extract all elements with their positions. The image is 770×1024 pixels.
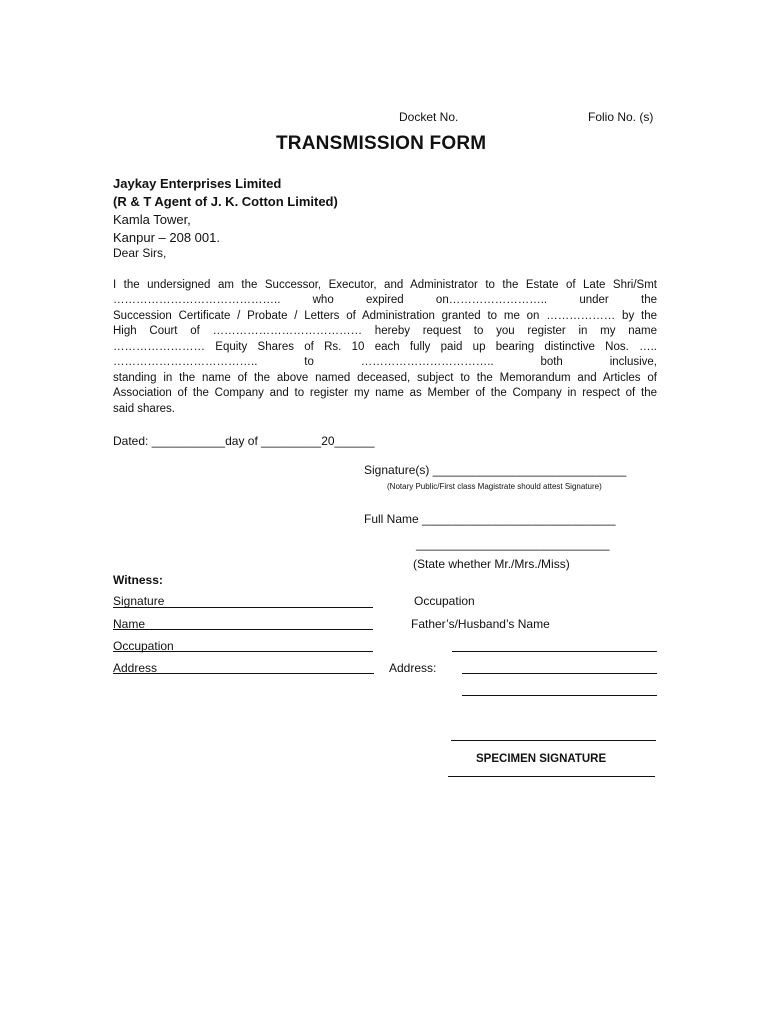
witness-signature-field[interactable] — [113, 607, 373, 608]
witness-name-field[interactable] — [113, 629, 373, 630]
body-line: High Court of ………………………………… hereby request to you register in my name — [113, 325, 657, 337]
witness-heading: Witness: — [113, 573, 163, 587]
full-name-field[interactable]: Full Name _____________________________ — [364, 512, 616, 526]
folio-no-label: Folio No. (s) — [588, 110, 654, 124]
signature-field[interactable]: Signature(s) _____________________________ — [364, 463, 627, 477]
body-line: …………………………………….. who expired on…………………….. under the — [113, 294, 657, 306]
specimen-signature-field[interactable] — [451, 740, 656, 741]
specimen-signature-label: SPECIMEN SIGNATURE — [476, 753, 607, 765]
father-husband-name-label: Father’s/Husband’s Name — [411, 617, 550, 631]
witness-occupation-label: Occupation — [113, 639, 174, 653]
witness-name-label: Name — [113, 617, 146, 631]
body-line: said shares. — [113, 403, 176, 415]
body-line: ……………………………….. to …………………………….. both inclusive, — [113, 356, 657, 368]
docket-no-label: Docket No. — [399, 110, 459, 124]
witness-address-label: Address — [113, 661, 158, 675]
address-field-line-2[interactable] — [462, 695, 657, 696]
body-line: Association of the Company and to register my name as Member of the Company in respect of the — [113, 387, 657, 399]
notary-note: (Notary Public/First class Magistrate should attest Signature) — [387, 482, 602, 491]
witness-signature-label: Signature — [113, 594, 165, 608]
full-name-continuation-field[interactable]: _____________________________ — [416, 537, 610, 551]
page-title: TRANSMISSION FORM — [276, 133, 487, 154]
body-line: I the undersigned am the Successor, Executor, and Administrator to the Estate of Late Shri/Smt — [113, 279, 657, 291]
address-building: Kamla Tower, — [113, 212, 191, 227]
body-line: …………………… Equity Shares of Rs. 10 each fully paid up bearing distinctive Nos. ….. — [113, 341, 657, 353]
body-line: standing in the name of the above named deceased, subject to the Memorandum and Articles of — [113, 372, 657, 384]
witness-occupation-field[interactable] — [113, 651, 373, 652]
witness-address-field[interactable] — [113, 673, 374, 674]
address-city: Kanpur – 208 001. — [113, 230, 220, 245]
body-line: Succession Certificate / Probate / Letters of Administration granted to me on ……………… by the — [113, 310, 657, 322]
father-husband-name-field[interactable] — [452, 651, 657, 652]
address-label: Address: — [389, 661, 437, 675]
specimen-signature-underline — [448, 776, 655, 777]
company-name: Jaykay Enterprises Limited — [113, 176, 282, 191]
agent-line: (R & T Agent of J. K. Cotton Limited) — [113, 194, 338, 209]
salutation: Dear Sirs, — [113, 246, 167, 260]
address-field-line-1[interactable] — [462, 673, 657, 674]
state-note: (State whether Mr./Mrs./Miss) — [413, 557, 570, 571]
occupation-label: Occupation — [414, 594, 475, 608]
dated-field[interactable]: Dated: ___________day of _________20______ — [113, 434, 375, 448]
